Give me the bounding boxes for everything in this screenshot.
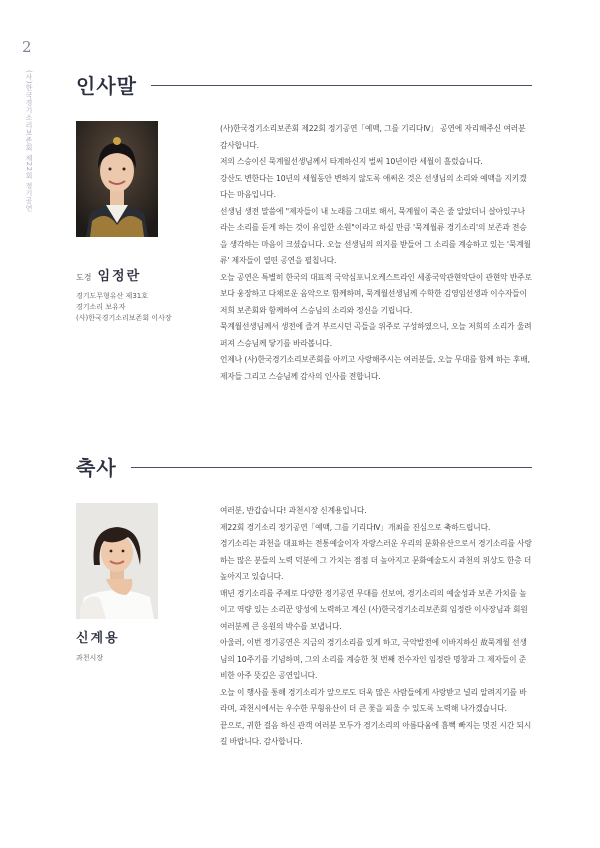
greeting-person-detail: (사)한국경기소리보존회 이사장: [76, 314, 172, 322]
congrats-paragraph: 여러분, 반갑습니다! 과천시장 신계용입니다.: [220, 506, 367, 515]
page-number: 2: [22, 38, 32, 56]
greeting-text: [220, 121, 532, 385]
congrats-person-info: [76, 627, 206, 664]
congrats-paragraph: 매년 경기소리를 주제로 다양한 정기공연 무대를 선보여, 경기소리의 예술성과 보존 가치를 높이고 역량 있는 소리꾼 양성에 노력하고 계신 (사)한국경기소리보존회 임정란 이사장님과 회원 여러분께 큰 응원의 박수를 보냅니다.: [220, 588, 528, 631]
congrats-header: [76, 452, 532, 481]
congrats-section: [76, 452, 532, 746]
congrats-paragraph: 제22회 경기소리 정기공연「예맥, 그를 기리다Ⅳ」개최를 진심으로 축하드립니다.: [220, 522, 491, 532]
congrats-paragraph: 오늘 이 행사를 통해 경기소리가 앞으로도 더욱 많은 사람들에게 사랑받고 널리 알려지기를 바라며, 과천시에서는 우수한 무형유산이 더 큰 꽃을 피울 수 있도록 노력해 나가겠습니다.: [220, 687, 527, 713]
greeting-paragraph: 저의 스승이신 묵계월선생님께서 타계하신지 벌써 10년이란 세월이 흘렀습니다.: [220, 157, 483, 166]
greeting-paragraph: 묵계월선생님께서 생전에 즐겨 부르시던 곡들을 위주로 구성하였으니, 오늘 저희의 소리가 울려 퍼져 스승님께 닿기를 바라봅니다.: [220, 322, 532, 348]
side-caption: (사)한국경기소리보존회 제22회 정기공연: [25, 70, 33, 212]
greeting-divider: [151, 85, 532, 86]
greeting-paragraph: 오늘 공연은 특별히 한국의 대표적 국악심포니오케스트라인 세종국악관현악단이 관현악 반주로 보다 웅장하고 다채로운 음악으로 함께하며, 묵계월선생님께 수학한 김영임선생과 이수자들이 저희 보존회와 함께하여 스승님의 소리와 정신을 기립니다.: [220, 272, 532, 315]
congrats-paragraph: 경기소리는 과천을 대표하는 전통예술이자 자랑스러운 우리의 문화유산으로서 경기소리를 사랑하는 많은 분들의 노력 덕분에 그 가치는 점점 더 높아지고 문화예술도시 과천의 위상도 한층 더 높아지고 있습니다.: [220, 539, 532, 581]
greeting-title: 인사말: [76, 74, 137, 98]
congrats-title: 축사: [76, 456, 117, 480]
greeting-person-role: 도경: [76, 273, 92, 282]
congrats-person-detail: 과천시장: [76, 654, 104, 662]
greeting-paragraph: 강산도 변한다는 10년의 세월동안 변하지 않도록 애써온 것은 선생님의 소리와 예맥을 지키겠다는 마음입니다.: [220, 173, 527, 199]
greeting-section: [76, 70, 532, 381]
congrats-portrait-photo: [76, 503, 158, 619]
greeting-paragraph: 선생님 생전 말씀에 "제자들이 내 노래를 그대로 해서, 묵계월이 죽은 줄 알았더니 살아있구나라는 소리를 듣게 하는 것이 유일한 소원"이라고 하실 만큼 '묵계월류 경기소리'의 보존과 전승을 생각하는 마음이 크셨습니다. 오늘 선생님의 의지를 받들어 그 소리를 계승하고 있는 '묵계월류' 제자들이 열띤 공연을 펼칩니다.: [220, 206, 531, 265]
greeting-person-info: [76, 265, 206, 324]
congrats-divider: [131, 467, 532, 468]
greeting-header: [76, 70, 532, 99]
greeting-paragraph: 언제나 (사)한국경기소리보존회를 아끼고 사랑해주시는 여러분들, 오늘 무대를 함께 하는 후배, 제자들 그리고 스승님께 감사의 인사를 전합니다.: [220, 355, 530, 381]
greeting-person-detail: 경기소리 보유자: [76, 303, 126, 311]
greeting-paragraph: (사)한국경기소리보존회 제22회 정기공연「예맥, 그를 기리다Ⅳ」 공연에 자리해주신 여러분 감사합니다.: [220, 124, 526, 150]
congrats-text: [220, 503, 532, 751]
congrats-paragraph: 끝으로, 귀한 걸음 하신 관객 여러분 모두가 경기소리의 아름다움에 흠뻑 빠지는 멋진 시간 되시길 바랍니다. 감사합니다.: [220, 720, 532, 746]
greeting-person-detail: 경기도무형유산 제31호: [76, 292, 148, 300]
congrats-paragraph: 아울러, 이번 정기공연은 지금의 경기소리를 있게 하고, 국악발전에 이바지하신 故묵계월 선생님의 10주기를 기념하며, 그의 소리를 계승한 첫 번째 전수자인 임정란 명창과 그 제자들이 준비한 아주 뜻깊은 공연입니다.: [220, 638, 527, 680]
congrats-person-name: 신계용: [76, 631, 120, 646]
greeting-person-name: 임정란: [97, 269, 142, 284]
greeting-portrait-photo: [76, 121, 158, 237]
